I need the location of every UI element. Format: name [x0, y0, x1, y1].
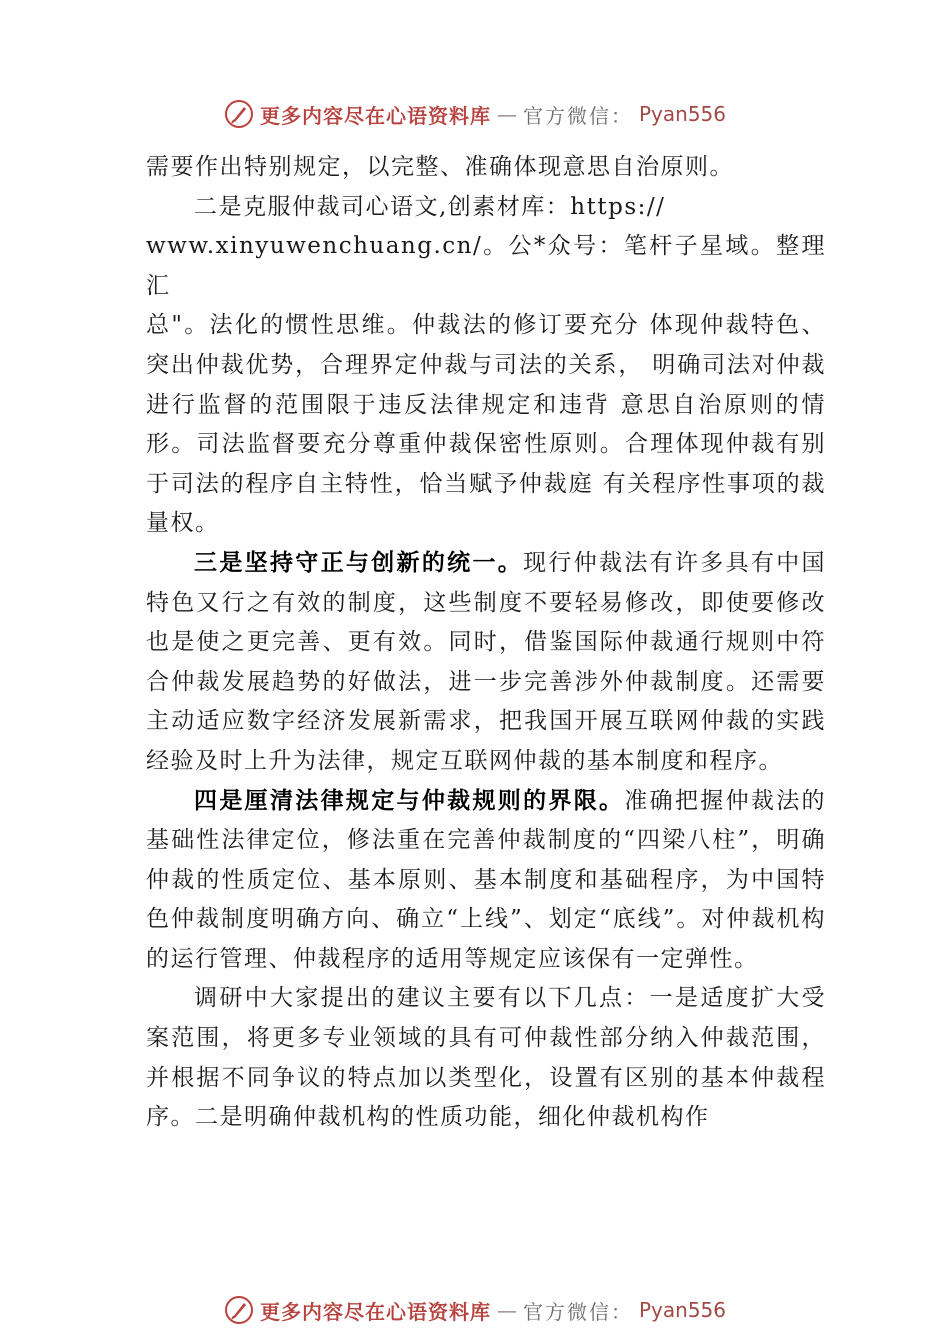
header-banner	[0, 94, 950, 134]
banner-site-text: 更多内容尽在心语资料库	[259, 1299, 491, 1324]
paragraph-3-body: 现行仲裁法有许多具有中国特色又行之有效的制度，这些制度不要轻易修改，即使要修改也是使之更完善、更有效。同时，借鉴国际仲裁通行规则中符合仲裁发展趋势的好做法，进一步完善涉外仲裁制度。还需要主动适应数字经济发展新需求，把我国开展互联网仲裁的实践经验及时上升为法律，规定互联网仲裁的基本制度和程序。	[146, 549, 826, 774]
banner-dash: —	[496, 1298, 517, 1322]
quill-logo-icon	[224, 99, 254, 129]
banner-official-label: 官方微信：	[522, 103, 633, 128]
paragraph-2-line-2: www.xinyuwenchuang.cn/。公*众号：笔杆子星域。整理汇	[146, 233, 826, 299]
paragraph-3	[146, 544, 826, 782]
banner-wechat-id: Pyan556	[638, 1298, 726, 1322]
document-body	[146, 148, 826, 1138]
footer-banner	[0, 1290, 950, 1330]
paragraph-4-lead: 四是厘清法律规定与仲裁规则的界限。	[194, 787, 625, 814]
paragraph-2-line-1: 二是克服仲裁司心语文,创素材库：https://	[194, 193, 666, 220]
paragraph-2-rest: 总"。法化的惯性思维。仲裁法的修订要充分 体现仲裁特色、突出仲裁优势，合理界定仲裁与司法的关系， 明确司法对仲裁进行监督的范围限于违反法律规定和违背 意思自治原则的情形。司法监督要充分尊重仲裁保密性原则。合理体现仲裁有别于司法的程序自主特性，恰当赋予仲裁庭 有关程序性事项的裁量权。	[146, 312, 826, 537]
quill-logo-icon	[224, 1295, 254, 1325]
paragraph-3-lead: 三是坚持守正与创新的统一。	[194, 549, 524, 576]
paragraph-4	[146, 782, 826, 980]
banner-official-label: 官方微信：	[522, 1299, 633, 1324]
banner-wechat-id: Pyan556	[638, 102, 726, 126]
banner-dash: —	[496, 102, 517, 126]
banner-site-text: 更多内容尽在心语资料库	[259, 103, 491, 128]
paragraph-4-body: 准确把握仲裁法的基础性法律定位，修法重在完善仲裁制度的“四梁八柱”，明确仲裁的性质定位、基本原则、基本制度和基础程序，为中国特色仲裁制度明确方向、确立“上线”、划定“底线”。对仲裁机构的运行管理、仲裁程序的适用等规定应该保有一定弹性。	[146, 787, 826, 972]
paragraph-5: 调研中大家提出的建议主要有以下几点：一是适度扩大受案范围，将更多专业领域的具有可仲裁性部分纳入仲裁范围，并根据不同争议的特点加以类型化，设置有区别的基本仲裁程序。二是明确仲裁机构的性质功能，细化仲裁机构作	[146, 985, 826, 1131]
paragraph-1: 需要作出特别规定，以完整、准确体现意思自治原则。	[146, 154, 734, 180]
